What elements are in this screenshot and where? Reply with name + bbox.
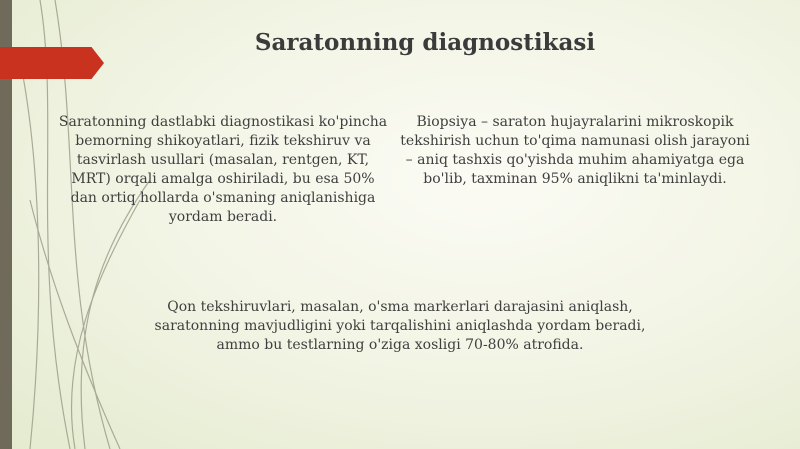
left-text-block: Saratonning dastlabki diagnostikasi ko'pincha bemorning shikoyatlari, fizik tekshiruv va tasvirlash usullari (masalan, rentgen, KT, MRT) orqali amalga oshiriladi, bu esa 50% dan ortiq hollarda o'smaning aniqlanishiga yordam beradi. (58, 114, 388, 225)
slide-title: Saratonning diagnostikasi (254, 29, 596, 56)
swirl-line (20, 60, 39, 449)
accent-arrow-tab (0, 47, 104, 79)
right-text-block: Biopsiya – saraton hujayralarini mikroskopik tekshirish uchun to'qima namunasi olish jarayoni – aniq tashxis qo'yishda muhim ahamiyatga ega bo'lib, taxminan 95% aniqlikni ta'minlaydi. (400, 114, 750, 187)
bottom-text-block: Qon tekshiruvlari, masalan, o'sma markerlari darajasini aniqlash, saratonning mavjudligini yoki tarqalishini aniqlashda yordam beradi, ammo bu testlarning o'ziga xosligi 70-80% atrofida. (154, 299, 646, 353)
